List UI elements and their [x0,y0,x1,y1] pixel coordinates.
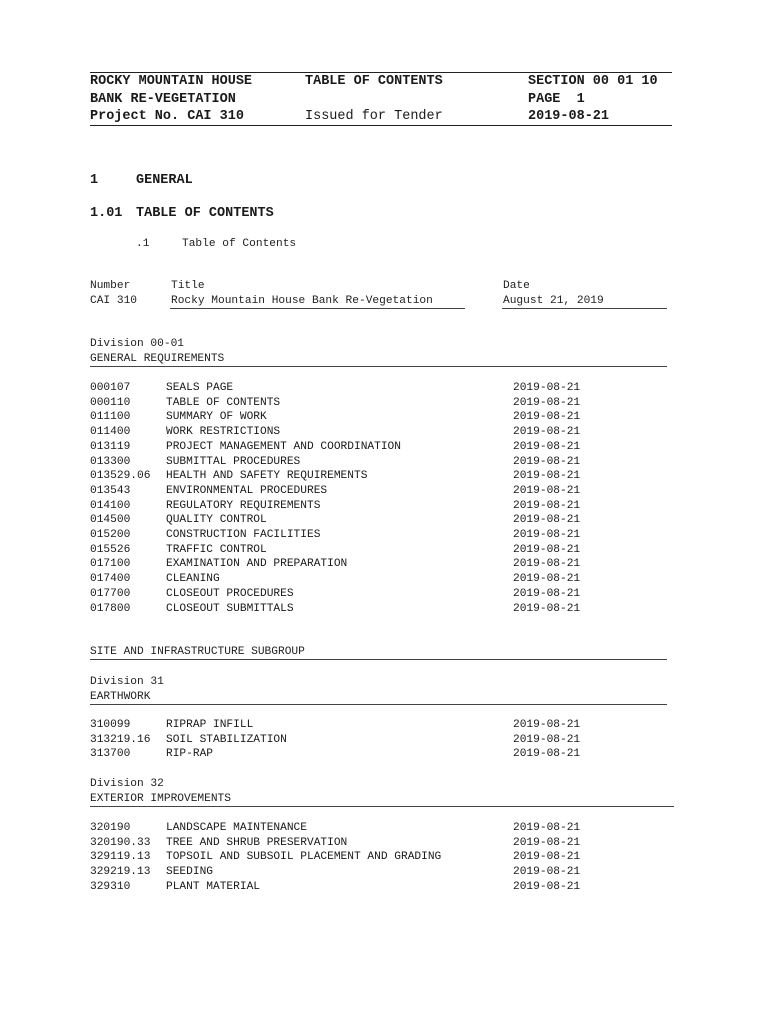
section-title: TOPSOIL AND SUBSOIL PLACEMENT AND GRADING [166,851,442,864]
list-item [90,865,610,880]
section-title: SUMMARY OF WORK [166,411,267,424]
part-number: 1 [90,173,99,188]
list-item [90,528,610,543]
list-item [90,455,610,470]
section-date: 2019-08-21 [513,499,581,512]
article-title: TABLE OF CONTENTS [136,206,274,221]
section-date: 2019-08-21 [513,602,581,615]
project-title: Rocky Mountain House Bank Re-Vegetation [171,295,433,307]
section-date: 2019-08-21 [513,440,581,453]
subgroup-heading: SITE AND INFRASTRUCTURE SUBGROUP [90,646,305,658]
paragraph-text: Table of Contents [182,238,297,250]
section-number: 014100 [90,499,131,512]
section-date: 2019-08-21 [513,880,581,893]
section-title: ENVIRONMENTAL PROCEDURES [166,484,328,497]
section-title: TRAFFIC CONTROL [166,543,267,556]
section-title: CLOSEOUT SUBMITTALS [166,602,294,615]
division-32-heading: EXTERIOR IMPROVEMENTS [90,793,231,805]
article-number: 1.01 [90,206,123,221]
section-title: CLEANING [166,573,220,586]
section-date: 2019-08-21 [513,470,581,483]
section-date: 2019-08-21 [513,573,581,586]
section-number: 000110 [90,396,131,409]
section-number: 017800 [90,602,131,615]
list-item [90,381,610,396]
list-item [90,513,610,528]
list-item [90,733,610,748]
section-date: 2019-08-21 [513,396,581,409]
list-item [90,469,610,484]
list-item [90,587,610,602]
list-item [90,440,610,455]
section-number: 329119.13 [90,851,151,864]
section-title: RIPRAP INFILL [166,719,254,731]
section-date: 2019-08-21 [513,851,581,864]
header-page-number: PAGE 1 [528,92,585,107]
section-title: LANDSCAPE MAINTENANCE [166,822,307,834]
division-32-rule [90,806,674,807]
section-date: 2019-08-21 [513,748,581,761]
section-date: 2019-08-21 [513,455,581,468]
section-date: 2019-08-21 [513,587,581,600]
division-00-01-rule [90,366,667,367]
section-number: 000107 [90,382,131,394]
section-number: 017700 [90,587,131,600]
section-number: 310099 [90,719,131,731]
section-title: PLANT MATERIAL [166,880,260,893]
section-number: 313700 [90,748,131,761]
header-project-number: Project No. CAI 310 [90,109,244,124]
section-title: HEALTH AND SAFETY REQUIREMENTS [166,470,368,483]
list-item [90,425,610,440]
section-date: 2019-08-21 [513,514,581,527]
list-item [90,602,610,617]
section-title: PROJECT MANAGEMENT AND COORDINATION [166,440,401,453]
section-date: 2019-08-21 [513,719,581,731]
list-item [90,836,610,851]
section-title: QUALITY CONTROL [166,514,267,527]
section-number: 013529.06 [90,470,151,483]
list-item [90,543,610,558]
section-date: 2019-08-21 [513,411,581,424]
division-31-heading: EARTHWORK [90,691,151,703]
section-title: TABLE OF CONTENTS [166,396,281,409]
header-section-number: SECTION 00 01 10 [528,74,658,89]
list-item [90,499,610,514]
division-00-01-heading: GENERAL REQUIREMENTS [90,353,225,365]
part-title: GENERAL [136,173,193,188]
subgroup-rule [90,659,667,660]
paragraph-number: .1 [136,238,150,250]
list-item [90,821,610,836]
list-item [90,718,610,733]
section-date: 2019-08-21 [513,382,581,394]
section-title: WORK RESTRICTIONS [166,426,281,439]
section-number: 329310 [90,880,131,893]
section-number: 017100 [90,558,131,571]
column-header-title: Title [171,280,205,292]
section-date: 2019-08-21 [513,733,581,746]
section-title: RIP-RAP [166,748,213,761]
section-title: SEEDING [166,866,213,879]
section-number: 320190.33 [90,836,151,849]
section-title: TREE AND SHRUB PRESERVATION [166,836,348,849]
section-date: 2019-08-21 [513,558,581,571]
division-00-01-label: Division 00-01 [90,338,184,350]
column-header-date: Date [503,280,530,292]
list-item [90,410,610,425]
column-header-number: Number [90,280,131,292]
project-date: August 21, 2019 [503,295,604,307]
header-date: 2019-08-21 [528,109,610,124]
section-date: 2019-08-21 [513,836,581,849]
section-number: 013119 [90,440,131,453]
list-item [90,572,610,587]
section-date: 2019-08-21 [513,426,581,439]
section-title: SUBMITTAL PROCEDURES [166,455,301,468]
division-31-rule [90,704,667,705]
section-title: REGULATORY REQUIREMENTS [166,499,321,512]
list-item [90,850,610,865]
section-title: CLOSEOUT PROCEDURES [166,587,294,600]
section-date: 2019-08-21 [513,484,581,497]
section-number: 011100 [90,411,131,424]
list-item [90,484,610,499]
section-number: 329219.13 [90,866,151,879]
project-number: CAI 310 [90,295,137,307]
project-date-underline [502,308,667,309]
section-title: CONSTRUCTION FACILITIES [166,529,321,541]
section-date: 2019-08-21 [513,866,581,879]
header-bottom-rule [90,125,672,126]
section-number: 015526 [90,543,131,556]
section-number: 011400 [90,426,131,439]
section-title: SOIL STABILIZATION [166,733,287,746]
header-issue-status: Issued for Tender [305,109,443,124]
section-title: SEALS PAGE [166,382,234,394]
project-title-underline [170,308,465,309]
section-date: 2019-08-21 [513,822,581,834]
header-project-subtitle: BANK RE-VEGETATION [90,92,236,107]
section-number: 013543 [90,484,131,497]
list-item [90,557,610,572]
division-31-label: Division 31 [90,676,164,688]
division-32-label: Division 32 [90,778,164,790]
list-item [90,747,610,762]
list-item [90,880,610,895]
section-date: 2019-08-21 [513,529,581,541]
section-number: 313219.16 [90,733,151,746]
section-number: 015200 [90,529,131,541]
section-number: 014500 [90,514,131,527]
section-number: 320190 [90,822,131,834]
header-project-name: ROCKY MOUNTAIN HOUSE [90,74,253,89]
section-number: 017400 [90,573,131,586]
list-item [90,396,610,411]
header-doc-title: TABLE OF CONTENTS [305,74,443,89]
section-number: 013300 [90,455,131,468]
section-title: EXAMINATION AND PREPARATION [166,558,348,571]
section-date: 2019-08-21 [513,543,581,556]
